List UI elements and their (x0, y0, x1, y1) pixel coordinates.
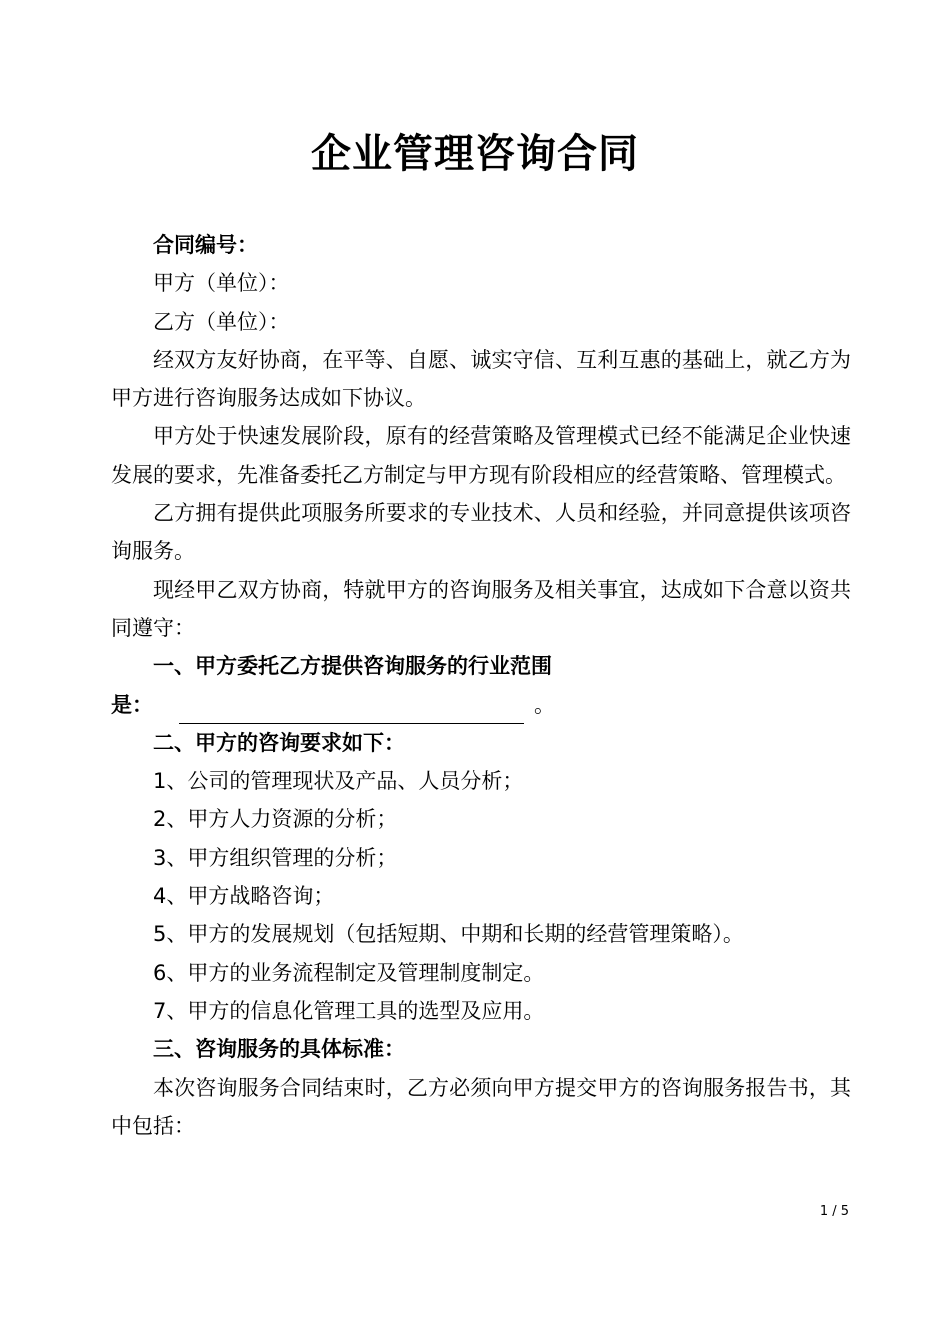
section-1-tail: 是： (111, 692, 153, 717)
document-body (111, 226, 851, 1145)
section-1-fill-row (111, 686, 851, 724)
agreement-paragraph: 现经甲乙双方协商，特就甲方的咨询服务及相关事宜，达成如下合意以资共同遵守： (111, 577, 851, 640)
section-1-heading: 一、甲方委托乙方提供咨询服务的行业范围 (153, 654, 552, 679)
requirement-item: 2、甲方人力资源的分析； (153, 807, 398, 832)
requirement-item: 6、甲方的业务流程制定及管理制度制定。 (153, 960, 545, 985)
section-2-heading: 二、甲方的咨询要求如下： (153, 730, 405, 755)
section-3-heading: 三、咨询服务的具体标准： (153, 1037, 405, 1062)
party-b-label: 乙方（单位）： (153, 309, 290, 334)
intro-paragraph: 经双方友好协商，在平等、自愿、诚实守信、互利互惠的基础上，就乙方为甲方进行咨询服务达成如下协议。 (111, 347, 851, 411)
party-a-label: 甲方（单位）： (153, 271, 290, 296)
page-number: 1 / 5 (819, 1204, 849, 1219)
document-title: 企业管理咨询合同 (311, 131, 639, 177)
industry-scope-blank[interactable] (179, 697, 524, 724)
requirement-item: 3、甲方组织管理的分析； (153, 845, 398, 870)
section-1-end: 。 (534, 692, 555, 717)
contract-number-label: 合同编号： (153, 233, 258, 257)
requirement-item: 1、公司的管理现状及产品、人员分析； (153, 769, 524, 794)
requirement-item: 4、甲方战略咨询； (153, 884, 335, 909)
capability-paragraph: 乙方拥有提供此项服务所要求的专业技术、人员和经验，并同意提供该项咨询服务。 (111, 501, 851, 564)
requirement-item: 5、甲方的发展规划（包括短期、中期和长期的经营管理策略）。 (153, 922, 744, 947)
background-paragraph: 甲方处于快速发展阶段，原有的经营策略及管理模式已经不能满足企业快速发展的要求，先准备委托乙方制定与甲方现有阶段相应的经营策略、管理模式。 (111, 424, 851, 487)
standard-paragraph: 本次咨询服务合同结束时，乙方必须向甲方提交甲方的咨询服务报告书，其中包括： (111, 1075, 851, 1138)
requirement-item: 7、甲方的信息化管理工具的选型及应用。 (153, 998, 545, 1023)
